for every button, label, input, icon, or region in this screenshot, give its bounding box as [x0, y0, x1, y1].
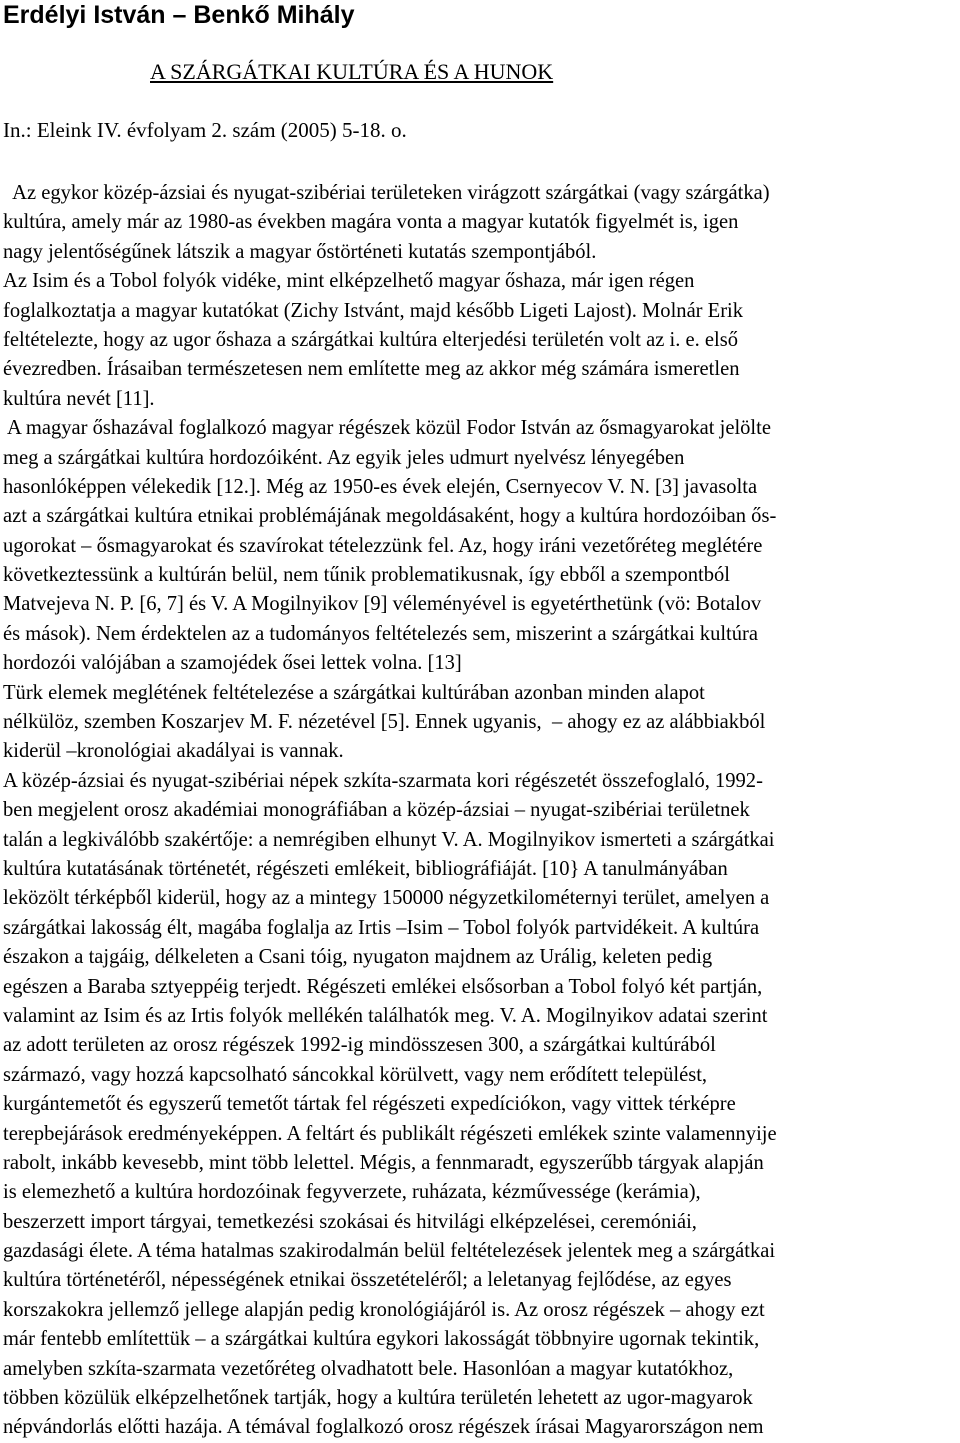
body-text-line: Matvejeva N. P. [6, 7] és V. A Mogilnyikov [9] véleményével is egyetérthetünk (vö: Botalov — [3, 593, 762, 616]
body-text-line: Türk elemek meglétének feltételezése a szárgátkai kultúrában azonban minden alapot — [3, 681, 705, 704]
body-text-line: foglalkoztatja a magyar kutatókat (Zichy Istvánt, majd később Ligeti Lajost). Molnár Erik — [3, 299, 744, 322]
body-text-line: Az Isim és a Tobol folyók vidéke, mint elképzelhető magyar őshaza, már igen régen — [3, 270, 695, 293]
body-text-line: Az egykor közép-ázsiai és nyugat-szibériai területeken virágzott szárgátkai (vagy szárgátka) — [3, 182, 770, 204]
body-text-line: népvándorlás előtti hazája. A témával foglalkozó orosz régészek írásai Magyarországon nem — [3, 1416, 764, 1439]
body-text-line: származó, vagy hozzá kapcsolható sáncokkal körülvett, vagy nem erődített települést, — [3, 1063, 708, 1086]
body-text-line: hordozói valójában a szamojédek ősei lettek volna. [13] — [3, 652, 462, 675]
body-text-line: leközölt térképből kiderül, hogy az a mintegy 150000 négyzetkilométernyi terület, amelyen a — [3, 887, 770, 910]
body-text-line: kiderül –kronológiai akadályai is vannak. — [3, 740, 344, 763]
body-text-line: nagy jelentőségűnek látszik a magyar őstörténeti kutatás szempontjából. — [3, 240, 597, 263]
body-text-line: már fentebb említettük – a szárgátkai kultúra egykori lakosságát többnyire ugornak tekintik, — [3, 1328, 760, 1351]
body-text-line: és mások). Nem érdektelen az a tudományos feltételezés sem, miszerint a szárgátkai kultúra — [3, 622, 758, 645]
body-text-line: többen közülük elképzelhetőnek tartják, hogy a kultúra területén lehetett az ugor-magyarok — [3, 1387, 753, 1410]
body-text-line: meg a szárgátkai kultúra hordozóiként. Az egyik jeles udmurt nyelvész lényegében — [3, 446, 685, 469]
body-text-line: kultúra, amely már az 1980-as években magára vonta a magyar kutatók figyelmét is, igen — [3, 211, 739, 234]
body-text-line: nélkülöz, szemben Koszarjev M. F. nézetével [5]. Ennek ugyanis, – ahogy ez az alábbiakból — [3, 711, 766, 734]
body-text-line: A magyar őshazával foglalkozó magyar régészek közül Fodor István az ősmagyarokat jelölte — [3, 417, 771, 440]
body-text-line: amelyben szkíta-szarmata vezetőréteg olvadhatott bele. Hasonlóan a magyar kutatókhoz, — [3, 1357, 734, 1380]
body-text-line: kurgántemetőt és egyszerű temetőt tártak fel régészeti expedíciókon, vagy vittek térképre — [3, 1093, 736, 1116]
body-text-line: északon a tajgáig, délkeleten a Csani tóig, nyugaton majdnem az Urálig, keleten pedig — [3, 946, 713, 969]
body-text-line: az adott területen az orosz régészek 1992-ig mindösszesen 300, a szárgátkai kultúrából — [3, 1034, 716, 1057]
body-text-line: terepbejárások eredményeképpen. A feltárt és publikált régészeti emlékek szinte valamennyije — [3, 1122, 777, 1145]
body-text-line: következtessünk a kultúrán belül, nem tűnik problematikusnak, így ebből a szempontból — [3, 564, 730, 587]
body-text-line: feltételezte, hogy az ugor őshaza a szárgátkai kultúra elterjedési területén volt az i. e. első — [3, 328, 738, 351]
body-text-line: A közép-ázsiai és nyugat-szibériai népek szkíta-szarmata kori régészetét összefoglaló, 1992- — [3, 769, 763, 792]
body-text-line: talán a legkiválóbb szakértője: a nemrégiben elhunyt V. A. Mogilnyikov ismerteti a szárgátkai — [3, 828, 775, 851]
body-text-line: szárgátkai lakosság élt, magába foglalja az Irtis –Isim – Tobol folyók partvidékeit. A kultúra — [3, 916, 760, 939]
article-body — [3, 179, 960, 1443]
body-text-line: korszakokra jellemző jellege alapján pedig kronológiájáról is. Az orosz régészek – ahogy ezt — [3, 1298, 765, 1321]
body-text-line: gazdasági élete. A téma hatalmas szakirodalmán belül feltételezések jelentek meg a szárgátkai — [3, 1240, 776, 1263]
body-text-line: évezredben. Írásaiban természetesen nem említette meg az akkor még számára ismeretlen — [3, 358, 740, 381]
source-citation: In.: Eleink IV. évfolyam 2. szám (2005) 5-18. o. — [3, 118, 407, 142]
body-text-line: kultúra kutatásának történetét, régészeti emlékeit, bibliográfiáját. [10} A tanulmányában — [3, 857, 728, 880]
authors-heading: Erdélyi István – Benkő Mihály — [3, 1, 355, 29]
body-text-line: azt a szárgátkai kultúra etnikai problémájának megoldásaként, hogy a kultúra hordozóiban ős- — [3, 505, 777, 528]
body-text-line: rabolt, inkább kevesebb, mint több lelettel. Mégis, a fennmaradt, egyszerűbb tárgyak alapján — [3, 1151, 764, 1174]
body-text-line: valamint az Isim és az Irtis folyók mellékén találhatók meg. V. A. Mogilnyikov adatai szerint — [3, 1004, 768, 1027]
body-text-line: egészen a Baraba sztyeppéig terjedt. Régészeti emlékei elsősorban a Tobol folyó két partján, — [3, 975, 763, 998]
body-text-line: ugorokat – ősmagyarokat és szavírokat tételezzünk fel. Az, hogy iráni vezetőréteg meglétére — [3, 534, 763, 557]
body-text-line: hasonlóképpen vélekedik [12.]. Még az 1950-es évek elején, Csernyecov V. N. [3] javasolta — [3, 475, 758, 498]
body-text-line: ben megjelent orosz akadémiai monográfiában a közép-ázsiai – nyugat-szibériai területnek — [3, 799, 750, 822]
body-text-line: kultúra történetéről, népességének etnikai összetételéről; a leletanyag fejlődése, az egyes — [3, 1269, 732, 1292]
body-text-line: beszerzett import tárgyai, temetkezési szokásai és hitvilági elképzelései, ceremóniái, — [3, 1210, 697, 1233]
body-text-line: kultúra nevét [11]. — [3, 387, 155, 410]
article-title: A SZÁRGÁTKAI KULTÚRA ÉS A HUNOK — [150, 59, 554, 84]
body-text-line: is elemezhető a kultúra hordozóinak fegyverzete, ruházata, kézművessége (kerámia), — [3, 1181, 701, 1204]
